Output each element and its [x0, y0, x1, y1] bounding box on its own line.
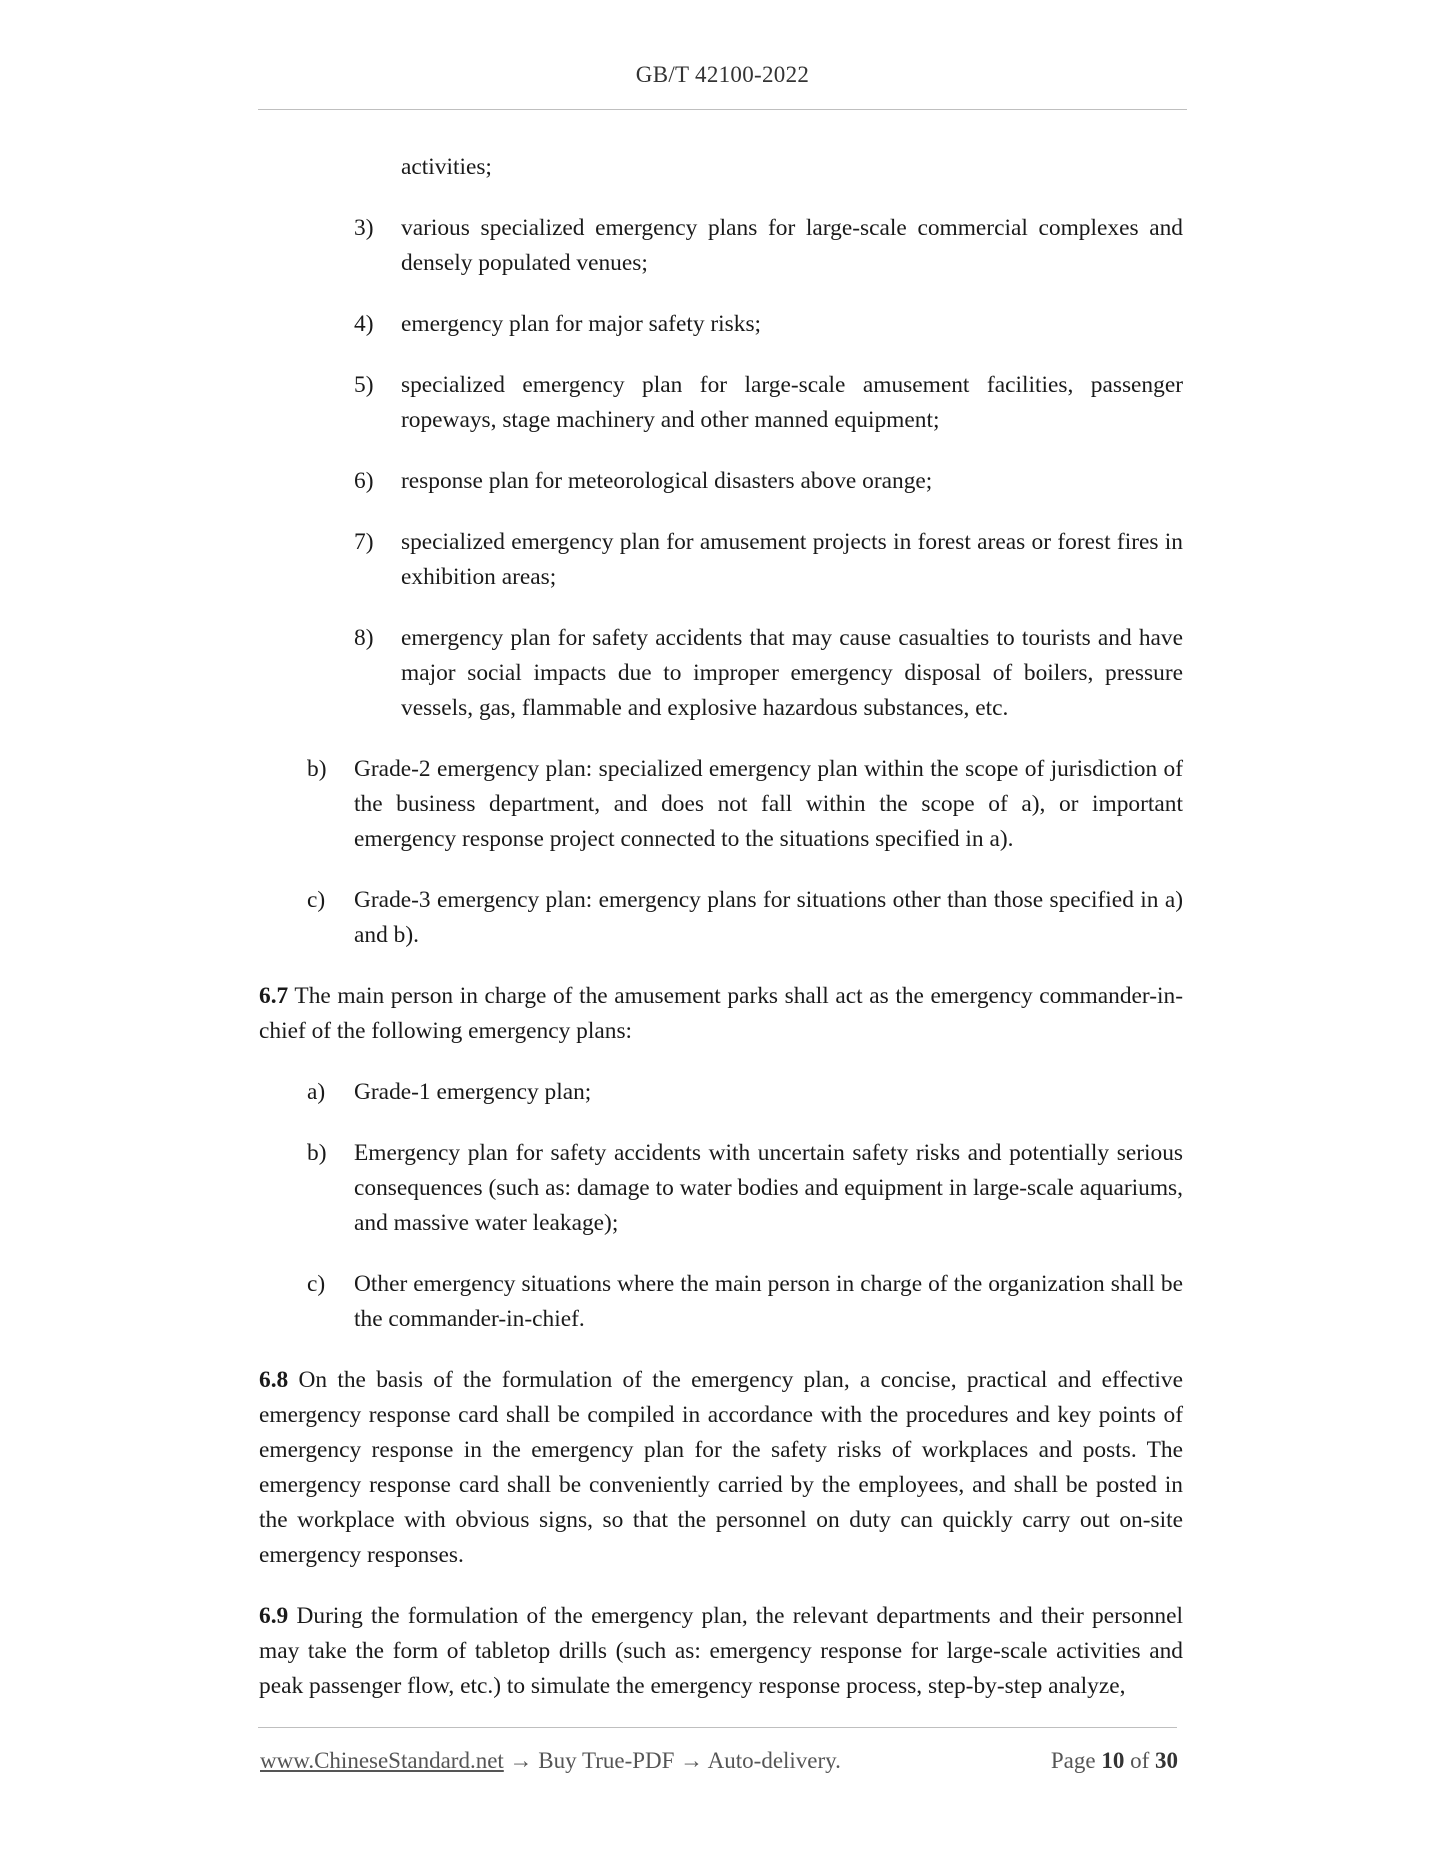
list-item-text: Grade-3 emergency plan: emergency plans for situations other than those specified in a) and b). [354, 887, 1183, 948]
footer-promo [260, 1748, 841, 1774]
list-item-label: 3) [354, 215, 374, 241]
page-number: 10 [1101, 1748, 1125, 1773]
page-word: Page [1050, 1748, 1096, 1773]
list-item-text: specialized emergency plan for large-scale amusement facilities, passenger ropeways, stage machinery and other manned equipment; [401, 372, 1183, 433]
list-item-text: emergency plan for major safety risks; [401, 311, 762, 337]
list-item-label: 7) [354, 529, 374, 555]
list-item-label: c) [307, 1271, 326, 1297]
page-indicator [1051, 1748, 1178, 1774]
list-item-text: various specialized emergency plans for large-scale commercial complexes and densely populated venues; [401, 215, 1183, 276]
clause-text: On the basis of the formulation of the emergency plan, a concise, practical and effective emergency response card shall be compiled in accordance with the procedures and key points of emergency response in the emergency plan for the safety risks of workplaces and posts. The emergency response card shall be conveniently carried by the employees, and shall be posted in the workplace with obvious signs, so that the personnel on duty can quickly carry out on-site emergency responses. [259, 1367, 1183, 1568]
list-item-text: specialized emergency plan for amusement projects in forest areas or forest fires in exhibition areas; [401, 529, 1183, 590]
list-item-label: 5) [354, 372, 374, 398]
list-item-label: b) [307, 1140, 327, 1166]
list-item-text: response plan for meteorological disasters above orange; [401, 468, 933, 494]
continuation-text: activities; [401, 154, 492, 180]
clause-6-9 [259, 1599, 1183, 1704]
list-item [259, 1075, 1183, 1110]
list-item [259, 368, 1183, 438]
list-item [259, 525, 1183, 595]
list-item-label: c) [307, 887, 326, 913]
list-item-text: Grade-1 emergency plan; [354, 1079, 592, 1105]
list-item [259, 211, 1183, 281]
list-item [259, 1267, 1183, 1337]
list-item [259, 1136, 1183, 1241]
clause-number: 6.8 [259, 1367, 289, 1393]
header-divider [258, 109, 1187, 110]
document-header: GB/T 42100-2022 [635, 62, 810, 87]
clause-text: The main person in charge of the amusement parks shall act as the emergency commander-in-chief of the following emergency plans: [259, 983, 1183, 1044]
list-item-text: Emergency plan for safety accidents with uncertain safety risks and potentially serious consequences (such as: damage to water bodies and equipment in large-scale aquariums, and massive water leakage); [354, 1140, 1183, 1236]
list-item-label: 6) [354, 468, 374, 494]
promo-text: → Buy True-PDF → Auto-delivery. [503, 1748, 841, 1773]
list-item [259, 752, 1183, 857]
footer-divider [258, 1727, 1177, 1728]
list-item-label: 8) [354, 625, 374, 651]
clause-6-7 [259, 979, 1183, 1049]
list-item-label: 4) [354, 311, 374, 337]
list-item-text: Grade-2 emergency plan: specialized emergency plan within the scope of jurisdiction of the business department, and does not fall within the scope of a), or important emergency response project connected to the situations specified in a). [354, 756, 1183, 852]
list-item [259, 621, 1183, 726]
list-item [259, 464, 1183, 499]
clause-text: During the formulation of the emergency plan, the relevant departments and their personnel may take the form of tabletop drills (such as: emergency response for large-scale activities and peak passenger flow, etc.) to simulate the emergency response process, step-by-step analyze, [259, 1603, 1183, 1699]
clause-6-8 [259, 1363, 1183, 1573]
list-item-text: emergency plan for safety accidents that may cause casualties to tourists and have major social impacts due to improper emergency disposal of boilers, pressure vessels, gas, flammable and explosive hazardous substances, etc. [401, 625, 1183, 721]
list-item-text: Other emergency situations where the main person in charge of the organization shall be the commander-in-chief. [354, 1271, 1183, 1332]
list-item-label: b) [307, 756, 327, 782]
list-item [259, 307, 1183, 342]
clause-number: 6.9 [259, 1603, 289, 1629]
list-item-label: a) [307, 1079, 326, 1105]
list-item [259, 883, 1183, 953]
of-word: of [1130, 1748, 1150, 1773]
website-link[interactable]: www.ChineseStandard.net [260, 1748, 504, 1773]
page-total: 30 [1155, 1748, 1178, 1773]
page-content [259, 150, 1183, 1730]
clause-number: 6.7 [259, 983, 289, 1009]
page-footer [260, 1748, 1178, 1782]
